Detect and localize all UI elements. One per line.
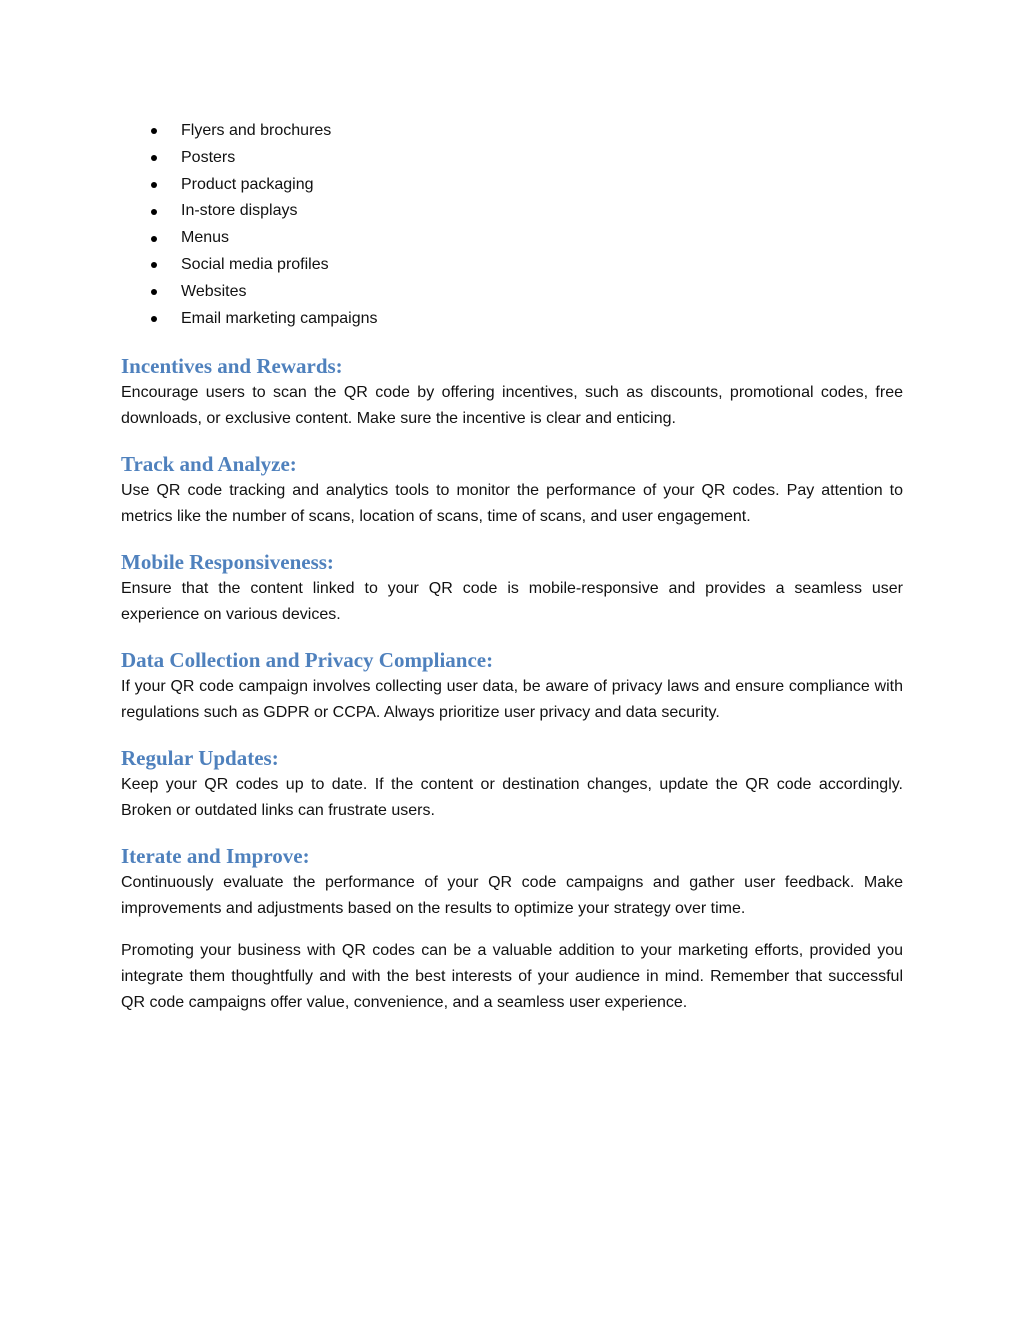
list-item (121, 225, 903, 252)
list-item-text: Menus (181, 229, 230, 247)
section-heading: Iterate and Improve: (121, 844, 310, 869)
section-data-privacy (121, 646, 903, 726)
section-iterate-improve (121, 842, 903, 922)
list-item-text: Email marketing campaigns (181, 309, 378, 327)
section-body: Keep your QR codes up to date. If the content or destination changes, update the QR code accordingly. Broken or outdated links can frustrate users. (121, 776, 903, 820)
section-mobile-responsiveness (121, 548, 903, 628)
list-item-text: Posters (181, 148, 236, 166)
bullet-icon (151, 316, 157, 322)
bullet-icon (151, 155, 157, 161)
list-item (121, 279, 903, 306)
closing-paragraph: Promoting your business with QR codes can be a valuable addition to your marketing efforts, provided you integrate them thoughtfully and with the best interests of your audience in mind. Remember that successful QR code campaigns offer value, convenience, and a seamless user experience. (121, 942, 903, 1012)
section-heading: Incentives and Rewards: (121, 354, 343, 379)
section-body: Encourage users to scan the QR code by offering incentives, such as discounts, promotional codes, free downloads, or exclusive content. Make sure the incentive is clear and enticing. (121, 384, 903, 428)
list-item-text: Websites (181, 282, 247, 300)
list-item (121, 118, 903, 145)
section-heading: Regular Updates: (121, 746, 279, 771)
section-incentives (121, 352, 903, 432)
list-item-text: Product packaging (181, 175, 314, 193)
bullet-icon (151, 262, 157, 268)
bullet-icon (151, 209, 157, 215)
bullet-icon (151, 236, 157, 242)
section-body: Use QR code tracking and analytics tools to monitor the performance of your QR codes. Pay attention to metrics like the number of scans, location of scans, time of scans, and user engagement. (121, 482, 903, 526)
list-item (121, 252, 903, 279)
list-item (121, 198, 903, 225)
channel-bullet-list (121, 118, 903, 332)
list-item (121, 172, 903, 199)
list-item (121, 145, 903, 172)
bullet-icon (151, 182, 157, 188)
section-heading: Data Collection and Privacy Compliance: (121, 648, 494, 673)
list-item (121, 306, 903, 333)
list-item-text: Flyers and brochures (181, 122, 332, 139)
bullet-icon (151, 289, 157, 295)
bullet-icon (151, 128, 157, 134)
section-body: Continuously evaluate the performance of your QR code campaigns and gather user feedback. Make improvements and adjustments based on the results to optimize your strategy over time. (121, 874, 903, 918)
document-page (121, 118, 903, 1016)
list-item-text: In-store displays (181, 202, 298, 220)
section-track-analyze (121, 450, 903, 530)
section-body: Ensure that the content linked to your QR code is mobile-responsive and provides a seamless user experience on various devices. (121, 580, 903, 624)
section-body: If your QR code campaign involves collecting user data, be aware of privacy laws and ensure compliance with regulations such as GDPR or CCPA. Always prioritize user privacy and data security. (121, 678, 903, 722)
section-heading: Track and Analyze: (121, 452, 297, 477)
section-regular-updates (121, 744, 903, 824)
list-item-text: Social media profiles (181, 255, 329, 273)
section-heading: Mobile Responsiveness: (121, 550, 334, 575)
